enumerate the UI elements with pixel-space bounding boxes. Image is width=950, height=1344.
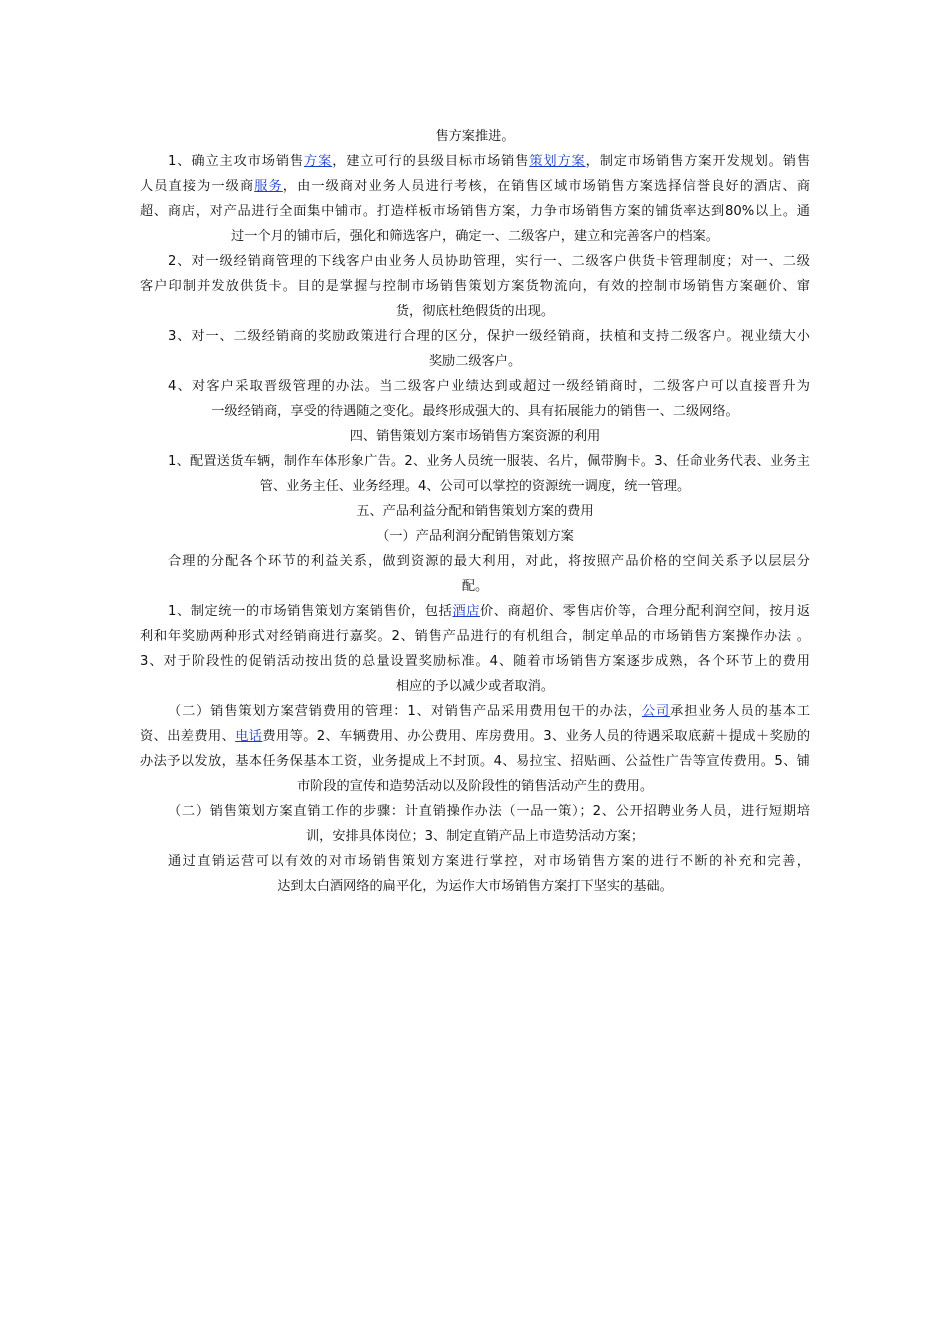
text-line (140, 599, 810, 624)
text-segment: ，制定市场销售方案开发规划。销售 (585, 154, 810, 169)
hyperlink[interactable]: 方案 (304, 154, 333, 169)
text-line (140, 624, 810, 649)
text-line (140, 549, 810, 574)
text-line (140, 774, 810, 799)
text-segment: 人员直接为一级商 (140, 179, 255, 194)
text-segment: 承担业务人员的基本工 (670, 704, 810, 719)
text-line (140, 424, 810, 449)
text-segment: 1、确立主攻市场销售 (168, 154, 305, 169)
text-line (140, 124, 810, 149)
text-line (140, 249, 810, 274)
text-segment: 训，安排具体岗位；3、制定直销产品上市造势活动方案； (305, 829, 645, 844)
text-segment: ，建立可行的县级目标市场销售 (332, 154, 530, 169)
text-segment: 奖励二级客户。 (428, 354, 522, 369)
hyperlink[interactable]: 策划方案 (529, 154, 586, 169)
text-line (140, 849, 810, 874)
text-segment: 超、商店，对产品进行全面集中铺市。打造样板市场销售方案，力争市场销售方案的铺货率达到80%以上。通 (140, 204, 810, 219)
text-segment: 四、销售策划方案市场销售方案资源的利用 (349, 429, 601, 444)
text-segment: 资、出差费用、 (140, 729, 236, 744)
text-segment: 一级经销商，享受的待遇随之变化。最终形成强大的、具有拓展能力的销售一、二级网络。 (211, 404, 739, 419)
text-segment: 价、商超价、零售店价等，合理分配利润空间，按月返 (480, 604, 810, 619)
text-line (140, 449, 810, 474)
text-segment: 合理的分配各个环节的利益关系，做到资源的最大利用，对此，将按照产品价格的空间关系予以层层分 (168, 554, 810, 569)
text-line (140, 799, 810, 824)
text-segment: 市阶段的宣传和造势活动以及阶段性的销售活动产生的费用。 (296, 779, 654, 794)
text-segment: 3、对一、二级经销商的奖励政策进行合理的区分，保护一级经销商，扶植和支持二级客户。视业绩大小 (168, 329, 810, 344)
text-segment: 办法予以发放，基本任务保基本工资，业务提成上不封顶。4、易拉宝、招贴画、公益性广告等宣传费用。5、铺 (140, 754, 810, 769)
text-line (140, 299, 810, 324)
text-line (140, 674, 810, 699)
text-line (140, 399, 810, 424)
text-line (140, 574, 810, 599)
text-segment: 相应的予以减少或者取消。 (395, 679, 555, 694)
text-line (140, 224, 810, 249)
text-line (140, 174, 810, 199)
text-line (140, 324, 810, 349)
text-segment: （一）产品利润分配销售策划方案 (376, 529, 574, 544)
text-line (140, 499, 810, 524)
text-segment: 客户印制并发放供货卡。目的是掌握与控制市场销售策划方案货物流向，有效的控制市场销售方案砸价、窜 (140, 279, 810, 294)
text-segment: ，由一级商对业务人员进行考核，在销售区域市场销售方案选择信誉良好的酒店、商 (282, 179, 810, 194)
text-line (140, 874, 810, 899)
text-segment: 1、配置送货车辆，制作车体形象广告。2、业务人员统一服装、名片，佩带胸卡。3、任命业务代表、业务主 (168, 454, 810, 469)
text-segment: 五、产品利益分配和销售策划方案的费用 (356, 504, 594, 519)
text-line (140, 349, 810, 374)
document-body (140, 124, 810, 899)
text-segment: 售方案推进。 (435, 129, 515, 144)
text-segment: 4、对客户采取晋级管理的办法。当二级客户业绩达到或超过一级经销商时，二级客户可以直接晋升为 (168, 379, 810, 394)
text-line (140, 374, 810, 399)
text-segment: 通过直销运营可以有效的对市场销售策划方案进行掌控，对市场销售方案的进行不断的补充和完善， (168, 854, 810, 869)
text-segment: 费用等。2、车辆费用、办公费用、库房费用。3、业务人员的待遇采取底薪＋提成＋奖励的 (262, 729, 810, 744)
text-line (140, 699, 810, 724)
text-segment: 货，彻底杜绝假货的出现。 (395, 304, 555, 319)
hyperlink[interactable]: 公司 (641, 704, 671, 719)
text-line (140, 199, 810, 224)
text-segment: 1、制定统一的市场销售策划方案销售价，包括 (168, 604, 453, 619)
text-line (140, 274, 810, 299)
text-line (140, 649, 810, 674)
text-segment: 2、对一级经销商管理的下线客户由业务人员协助管理，实行一、二级客户供货卡管理制度；对一、二级 (168, 254, 810, 269)
hyperlink[interactable]: 电话 (235, 729, 263, 744)
text-line (140, 824, 810, 849)
hyperlink[interactable]: 酒店 (452, 604, 481, 619)
text-segment: 配。 (461, 579, 489, 594)
text-segment: （二）销售策划方案营销费用的管理：1、对销售产品采用费用包干的办法， (168, 704, 642, 719)
text-segment: 达到太白酒网络的扁平化，为运作大市场销售方案打下坚实的基础。 (277, 879, 673, 894)
text-line (140, 474, 810, 499)
text-segment: 利和年奖励两种形式对经销商进行嘉奖。2、销售产品进行的有机组合，制定单品的市场销售方案操作办法 。 (140, 629, 810, 644)
text-segment: 过一个月的铺市后，强化和筛选客户，确定一、二级客户，建立和完善客户的档案。 (231, 229, 719, 244)
text-segment: 管、业务主任、业务经理。4、公司可以掌控的资源统一调度，统一管理。 (259, 479, 691, 494)
text-line (140, 149, 810, 174)
text-line (140, 749, 810, 774)
text-line (140, 524, 810, 549)
text-segment: （二）销售策划方案直销工作的步骤：计直销操作办法（一品一策）；2、公开招聘业务人员，进行短期培 (168, 804, 810, 819)
text-line (140, 724, 810, 749)
hyperlink[interactable]: 服务 (254, 179, 283, 194)
text-segment: 3、对于阶段性的促销活动按出货的总量设置奖励标准。4、随着市场销售方案逐步成熟，各个环节上的费用 (140, 654, 810, 669)
